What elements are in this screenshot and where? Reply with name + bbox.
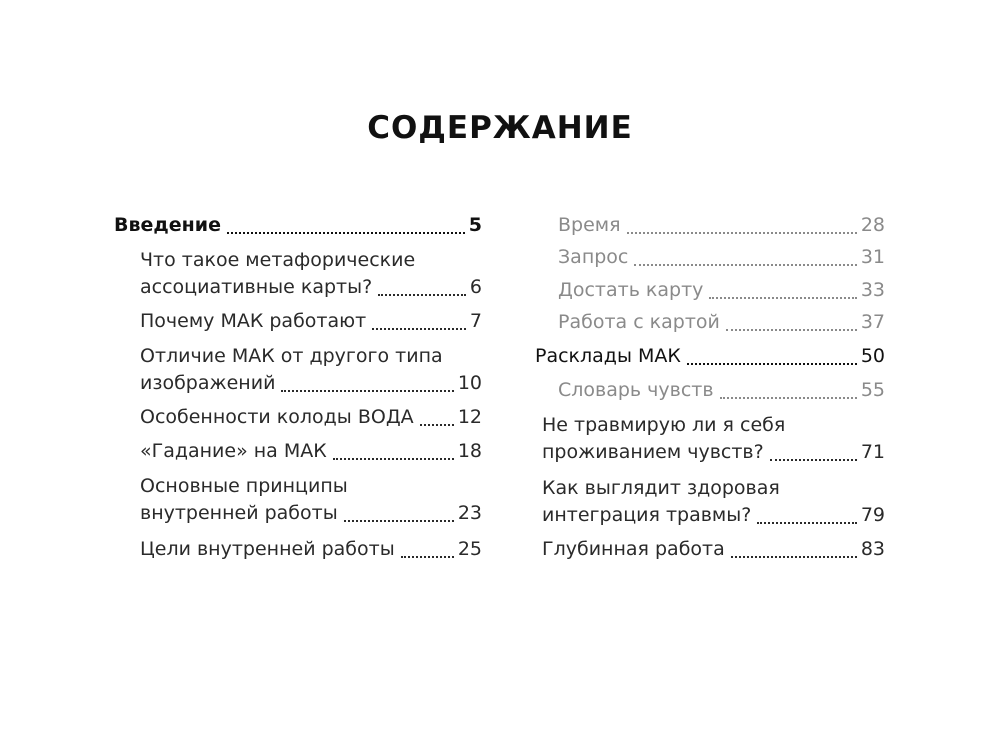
leader-dots: [281, 390, 453, 392]
toc-entry-request[interactable]: [558, 244, 885, 271]
leader-dots: [720, 397, 857, 399]
toc-entry-deep-work[interactable]: [542, 536, 885, 563]
toc-entry-inner-work-goals[interactable]: [140, 536, 482, 563]
leader-dots: [770, 459, 857, 461]
toc-entry-label: внутренней работы: [140, 502, 338, 524]
leader-dots: [731, 556, 857, 558]
leader-dots: [634, 264, 856, 266]
leader-dots: [372, 328, 466, 330]
toc-page-number: 83: [860, 538, 885, 560]
toc-entry-divination[interactable]: [140, 438, 482, 465]
toc-page-number: 31: [860, 246, 885, 268]
leader-dots: [227, 232, 465, 234]
toc-entry-introduction[interactable]: [114, 212, 482, 239]
toc-entry-label: Время: [558, 214, 621, 236]
toc-page-number: 23: [457, 502, 482, 524]
toc-entry-work-with-card[interactable]: [558, 309, 885, 336]
leader-dots: [757, 522, 856, 524]
toc-entry-label: «Гадание» на МАК: [140, 440, 327, 462]
toc-page-number: 6: [469, 276, 482, 298]
toc-entry-healthy-integration[interactable]: [542, 477, 885, 529]
leader-dots: [344, 520, 454, 522]
leader-dots: [401, 556, 454, 558]
leader-dots: [420, 424, 454, 426]
toc-page-number: 5: [468, 214, 482, 236]
toc-page-number: 7: [469, 310, 482, 332]
toc-page-number: 10: [457, 372, 482, 394]
toc-entry-why-mac-works[interactable]: [140, 308, 482, 335]
toc-page-number: 33: [860, 279, 885, 301]
toc-entry-draw-card[interactable]: [558, 277, 885, 304]
toc-entry-label: Почему МАК работают: [140, 310, 367, 332]
toc-entry-label: Достать карту: [558, 279, 704, 301]
toc-entry-label-line1: Как выглядит здоровая: [542, 477, 780, 499]
toc-entry-label: Особенности колоды ВОДА: [140, 406, 414, 428]
toc-page-number: 12: [457, 406, 482, 428]
toc-entry-label-line1: Что такое метафорические: [140, 249, 416, 271]
toc-entry-basic-principles[interactable]: [140, 475, 482, 527]
page-title: СОДЕРЖАНИЕ: [367, 110, 633, 146]
toc-entry-label: Цели внутренней работы: [140, 538, 395, 560]
leader-dots: [627, 232, 857, 234]
toc-page-number: 28: [860, 214, 885, 236]
toc-entry-label: Введение: [114, 214, 221, 236]
toc-page-number: 37: [860, 311, 885, 333]
toc-page-number: 71: [860, 441, 885, 463]
leader-dots: [687, 363, 857, 365]
toc-page-number: 50: [860, 345, 885, 367]
leader-dots: [378, 294, 466, 296]
leader-dots: [333, 458, 454, 460]
toc-entry-label: интеграция травмы?: [542, 504, 752, 526]
toc-entry-label: Словарь чувств: [558, 379, 714, 401]
toc-entry-mac-difference[interactable]: [140, 345, 482, 397]
toc-entry-label: ассоциативные карты?: [140, 276, 373, 298]
toc-page-number: 79: [860, 504, 885, 526]
toc-entry-label: изображений: [140, 372, 276, 394]
toc-entry-label-line1: Отличие МАК от другого типа: [140, 345, 443, 367]
toc-page-number: 18: [457, 440, 482, 462]
toc-entry-voda-deck[interactable]: [140, 404, 482, 431]
toc-entry-what-are-mac[interactable]: [140, 249, 482, 301]
toc-entry-feelings-dictionary[interactable]: [558, 377, 885, 404]
toc-entry-self-trauma[interactable]: [542, 414, 885, 466]
toc-page-number: 25: [457, 538, 482, 560]
toc-page-number: 55: [860, 379, 885, 401]
toc-entry-label: Запрос: [558, 246, 629, 268]
leader-dots: [709, 297, 856, 299]
toc-entry-label: проживанием чувств?: [542, 441, 764, 463]
toc-entry-time[interactable]: [558, 212, 885, 239]
toc-entry-label-line1: Не травмирую ли я себя: [542, 414, 786, 436]
toc-entry-label-line1: Основные принципы: [140, 475, 348, 497]
toc-entry-label: Работа с картой: [558, 311, 720, 333]
toc-entry-label: Глубинная работа: [542, 538, 725, 560]
toc-entry-mac-spreads[interactable]: [535, 343, 885, 370]
toc-entry-label: Расклады МАК: [535, 345, 681, 367]
leader-dots: [726, 329, 857, 331]
